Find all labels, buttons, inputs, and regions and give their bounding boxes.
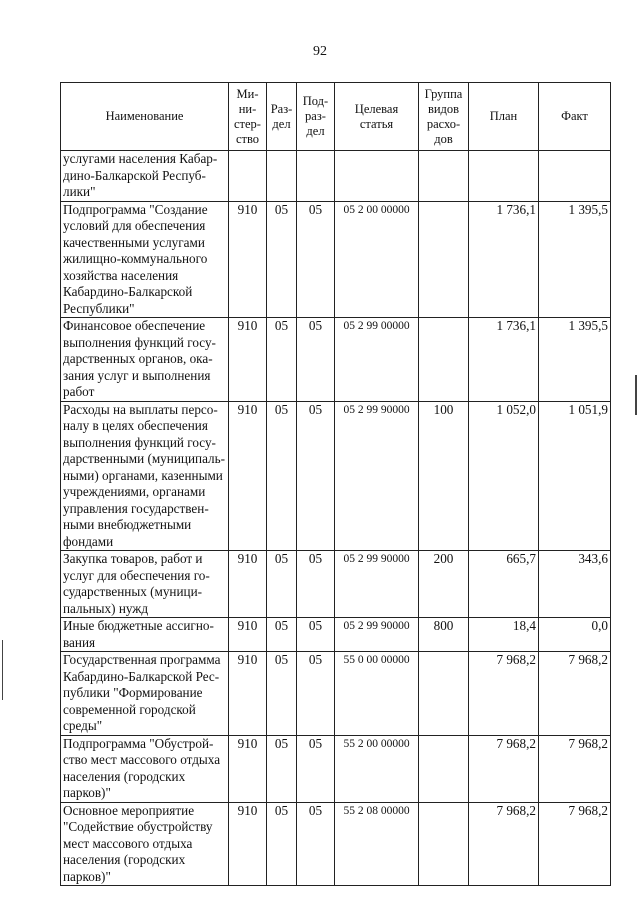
cell-name-line: Расходы на выплаты персо-: [63, 401, 218, 417]
cell-name-line: современной городской: [63, 701, 196, 717]
cell-name-line: Государственная программа: [63, 652, 221, 667]
cell-plan: 7 968,2: [469, 735, 539, 802]
cell-target: 55 0 00 00000: [335, 652, 419, 736]
cell-ministry: 910: [229, 652, 267, 736]
cell-name-line: публики "Формирование: [63, 685, 203, 700]
cell-plan: [469, 151, 539, 202]
header-section-line: дел: [272, 116, 291, 131]
cell-subsection: [297, 151, 335, 202]
cell-subsection: 05: [297, 318, 335, 402]
cell-plan: 1 052,0: [469, 401, 539, 551]
cell-name-line: вания: [63, 634, 96, 650]
cell-name-line: хозяйства населения: [63, 267, 179, 283]
cell-ministry: 910: [229, 318, 267, 402]
cell-name-line: "Содействие обустройству: [63, 819, 213, 834]
cell-fact: 7 968,2: [539, 735, 611, 802]
header-group-line: Группа: [424, 86, 463, 101]
cell-section: 05: [267, 652, 297, 736]
cell-name: [61, 401, 229, 551]
header-row: [61, 83, 611, 151]
header-section: [267, 83, 297, 151]
cell-name-line: Кабардино-Балкарской: [63, 284, 193, 299]
cell-name-line: ными) органами, казенными: [63, 467, 223, 483]
budget-table: [60, 82, 611, 886]
cell-ministry: 910: [229, 735, 267, 802]
header-group-line: расхо-: [426, 116, 461, 131]
cell-name: [61, 201, 229, 318]
table-row: [61, 551, 611, 618]
cell-section: 05: [267, 318, 297, 402]
cell-group: 100: [419, 401, 469, 551]
table-row: [61, 401, 611, 551]
header-ministry-line: ни-: [238, 101, 257, 116]
cell-fact: 1 051,9: [539, 401, 611, 551]
cell-name-line: дарственными (муниципаль-: [63, 451, 226, 466]
cell-ministry: 910: [229, 618, 267, 652]
cell-plan: 7 968,2: [469, 802, 539, 886]
cell-target: [335, 151, 419, 202]
cell-name-line: Финансовое обеспечение: [63, 318, 206, 333]
header-section-line: Раз-: [270, 101, 293, 116]
cell-group: [419, 652, 469, 736]
cell-name-line: выполнения функций госу-: [63, 434, 216, 450]
cell-ministry: 910: [229, 201, 267, 318]
cell-name-line: налу в целях обеспечения: [63, 418, 208, 433]
header-fact: Факт: [539, 83, 611, 151]
cell-fact: 343,6: [539, 551, 611, 618]
table-row: [61, 652, 611, 736]
cell-section: 05: [267, 802, 297, 886]
cell-name-line: жилищно-коммунального: [63, 251, 208, 266]
header-subsection-line: раз-: [305, 109, 326, 123]
cell-name-line: ство мест массового отдыха: [63, 752, 221, 767]
cell-name-line: сударственных (муници-: [63, 584, 203, 599]
cell-subsection: 05: [297, 201, 335, 318]
cell-name-line: условий для обеспечения: [63, 218, 206, 233]
header-name: Наименование: [61, 83, 229, 151]
cell-group: [419, 735, 469, 802]
cell-name-line: среды": [63, 718, 103, 733]
cell-name-line: Республики": [63, 300, 135, 316]
cell-name-line: Закупка товаров, работ и: [63, 551, 203, 566]
table-row: [61, 735, 611, 802]
cell-plan: 18,4: [469, 618, 539, 652]
cell-name-line: мест массового отдыха: [63, 835, 193, 851]
table-row: [61, 618, 611, 652]
cell-plan: 1 736,1: [469, 201, 539, 318]
cell-name-line: учреждениями, органами: [63, 484, 206, 499]
header-group-line: дов: [434, 131, 453, 146]
cell-group: [419, 318, 469, 402]
cell-name-line: Кабардино-Балкарской Рес-: [63, 668, 220, 684]
header-subsection-line: дел: [306, 124, 325, 138]
cell-name: [61, 551, 229, 618]
cell-plan: 7 968,2: [469, 652, 539, 736]
cell-fact: [539, 151, 611, 202]
table-row: [61, 318, 611, 402]
header-ministry-line: ство: [235, 131, 260, 146]
cell-plan: 665,7: [469, 551, 539, 618]
cell-section: [267, 151, 297, 202]
header-ministry: [229, 83, 267, 151]
header-subsection-line: Под-: [302, 94, 329, 108]
cell-name-line: качественными услугами: [63, 234, 205, 250]
cell-target: 05 2 99 90000: [335, 618, 419, 652]
cell-name: [61, 618, 229, 652]
cell-group: [419, 802, 469, 886]
cell-name-line: Основное мероприятие: [63, 802, 195, 818]
cell-target: 05 2 99 00000: [335, 318, 419, 402]
cell-name-line: управления государствен-: [63, 500, 209, 516]
cell-name: [61, 652, 229, 736]
cell-name-line: Иные бюджетные ассигно-: [63, 618, 214, 633]
cell-name: [61, 318, 229, 402]
cell-fact: 0,0: [539, 618, 611, 652]
cell-fact: 1 395,5: [539, 201, 611, 318]
table-row: [61, 802, 611, 886]
cell-group: [419, 151, 469, 202]
cell-fact: 1 395,5: [539, 318, 611, 402]
cell-section: 05: [267, 201, 297, 318]
scan-edge-mark: [2, 640, 3, 700]
table-row: [61, 201, 611, 318]
header-group: [419, 83, 469, 151]
cell-ministry: 910: [229, 401, 267, 551]
cell-name: [61, 802, 229, 886]
scan-edge-mark: [635, 375, 637, 415]
cell-section: 05: [267, 618, 297, 652]
cell-name-line: Подпрограмма "Обустрой-: [63, 735, 214, 751]
cell-subsection: 05: [297, 551, 335, 618]
cell-subsection: 05: [297, 618, 335, 652]
cell-name-line: зания услуг и выполнения: [63, 367, 211, 383]
cell-group: [419, 201, 469, 318]
cell-subsection: 05: [297, 802, 335, 886]
cell-ministry: 910: [229, 802, 267, 886]
cell-name-line: парков)": [63, 868, 111, 884]
cell-subsection: 05: [297, 735, 335, 802]
cell-target: 05 2 99 90000: [335, 551, 419, 618]
cell-name-line: работ: [63, 384, 95, 399]
cell-ministry: [229, 151, 267, 202]
cell-fact: 7 968,2: [539, 802, 611, 886]
cell-name-line: ными внебюджетными: [63, 517, 192, 532]
cell-name-line: выполнения функций госу-: [63, 334, 216, 350]
header-target: [335, 83, 419, 151]
cell-name-line: лики": [63, 184, 96, 199]
cell-section: 05: [267, 401, 297, 551]
cell-target: 55 2 08 00000: [335, 802, 419, 886]
header-plan: План: [469, 83, 539, 151]
cell-name-line: услуг для обеспечения го-: [63, 567, 210, 583]
header-target-line: статья: [359, 116, 394, 131]
cell-subsection: 05: [297, 401, 335, 551]
cell-name-line: дино-Балкарской Респуб-: [63, 167, 206, 183]
cell-name-line: населения (городских: [63, 768, 186, 784]
cell-target: 05 2 99 90000: [335, 401, 419, 551]
cell-name-line: фондами: [63, 533, 114, 549]
cell-plan: 1 736,1: [469, 318, 539, 402]
cell-name-line: пальных) нужд: [63, 600, 149, 616]
cell-group: 800: [419, 618, 469, 652]
cell-name-line: дарственных органов, ока-: [63, 351, 213, 366]
cell-name-line: парков)": [63, 785, 111, 800]
cell-ministry: 910: [229, 551, 267, 618]
cell-name: [61, 735, 229, 802]
header-ministry-line: стер-: [234, 116, 261, 131]
cell-fact: 7 968,2: [539, 652, 611, 736]
header-ministry-line: Ми-: [236, 86, 259, 101]
header-subsection: [297, 83, 335, 151]
table-row: [61, 151, 611, 202]
cell-subsection: 05: [297, 652, 335, 736]
cell-section: 05: [267, 735, 297, 802]
cell-name-line: Подпрограмма "Создание: [63, 201, 208, 217]
cell-name: [61, 151, 229, 202]
cell-target: 05 2 00 00000: [335, 201, 419, 318]
cell-group: 200: [419, 551, 469, 618]
header-target-line: Целевая: [354, 101, 399, 116]
header-group-line: видов: [427, 101, 460, 116]
page-number: 92: [313, 44, 327, 59]
cell-name-line: услугами населения Кабар-: [63, 151, 218, 166]
cell-name-line: населения (городских: [63, 852, 186, 867]
cell-section: 05: [267, 551, 297, 618]
cell-target: 55 2 00 00000: [335, 735, 419, 802]
